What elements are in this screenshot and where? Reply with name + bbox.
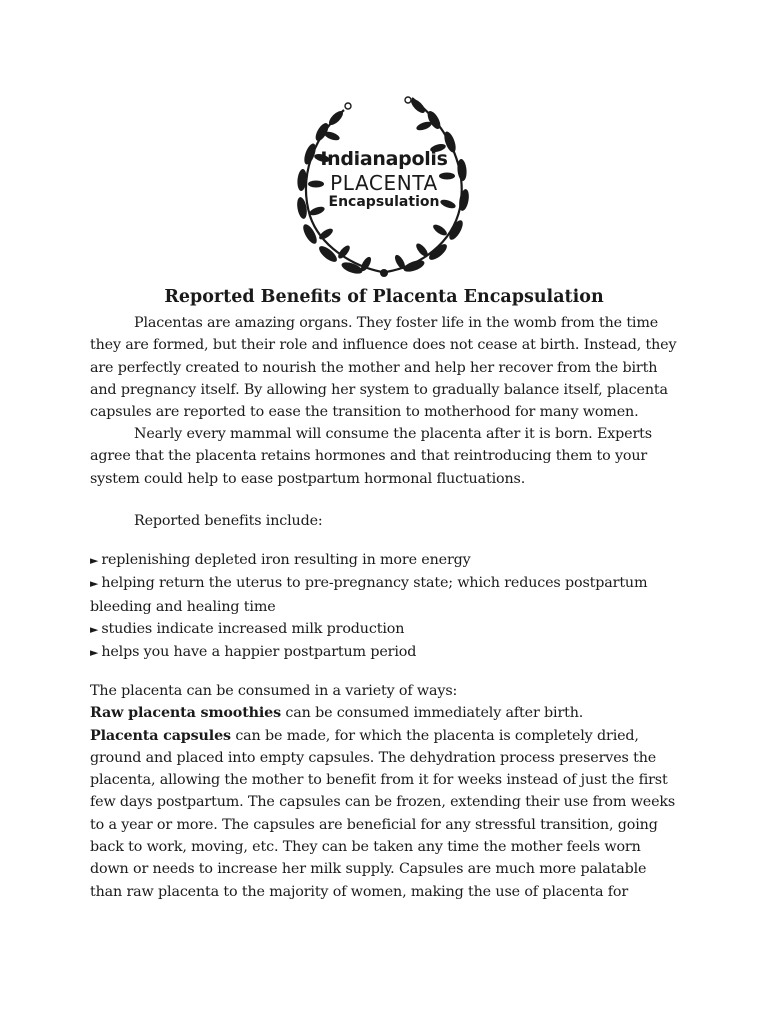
benefits-list (90, 549, 680, 664)
smoothies-term: Raw placenta smoothies (90, 705, 282, 722)
list-item (90, 641, 680, 664)
list-item (90, 618, 680, 641)
consumption-section (90, 680, 680, 903)
mammal-paragraph: Nearly every mammal will consume the placenta after it is born. Experts agree that the placenta retains hormones and that reintroducing them to your system could help to ease postpartum hormonal fluctuations. (90, 426, 652, 487)
smoothies-text: can be consumed immediately after birth. (281, 705, 584, 722)
benefits-heading: Reported benefits include: (134, 513, 323, 529)
intro-paragraph: Placentas are amazing organs. They foster life in the womb from the time they are formed, but their role and influence does not cease at birth. Instead, they are perfectly created to nourish the mother and help her recover from the birth and pregnancy itself. By allowing her system to gradually balance itself, placenta capsules are reported to ease the transition to motherhood for many women. (90, 315, 677, 421)
capsules-paragraph (90, 725, 680, 903)
logo (292, 96, 476, 282)
logo-line-indianapolis: Indianapolis (320, 148, 448, 170)
consumption-intro: The placenta can be consumed in a variety of ways: (90, 683, 458, 699)
bullet-arrow-icon: ► (90, 646, 99, 660)
logo-line-encapsulation: Encapsulation (328, 194, 440, 210)
list-item-text: helping return the uterus to pre-pregnancy state; which reduces postpartum bleeding and healing time (90, 575, 648, 615)
page-title: Reported Benefits of Placenta Encapsulation (164, 287, 604, 307)
list-item (90, 572, 680, 618)
list-item-text: replenishing depleted iron resulting in more energy (101, 552, 471, 568)
smoothies-paragraph (90, 702, 680, 724)
bullet-arrow-icon: ► (90, 554, 99, 567)
list-item (90, 549, 680, 572)
logo-line-placenta: PLACENTA (330, 171, 438, 195)
capsules-text: can be made, for which the placenta is completely dried, ground and placed into empty capsules. The dehydration process preserves the placenta, allowing the mother to benefit from it for weeks instead of just the first few days postpartum. The capsules can be frozen, extending their use from weeks to a year or more. The capsules are beneficial for any stressful transition, going back to work, moving, etc. They can be taken any time the mother feels worn down or needs to increase her milk supply. Capsules are much more palatable than raw placenta to the majority of women, making the use of placenta for (90, 727, 676, 900)
capsules-term: Placenta capsules (90, 727, 231, 744)
bullet-arrow-icon: ► (90, 622, 99, 636)
list-item-text: studies indicate increased milk production (101, 620, 405, 637)
bullet-arrow-icon: ► (90, 577, 99, 591)
list-item-text: helps you have a happier postpartum period (101, 644, 417, 661)
